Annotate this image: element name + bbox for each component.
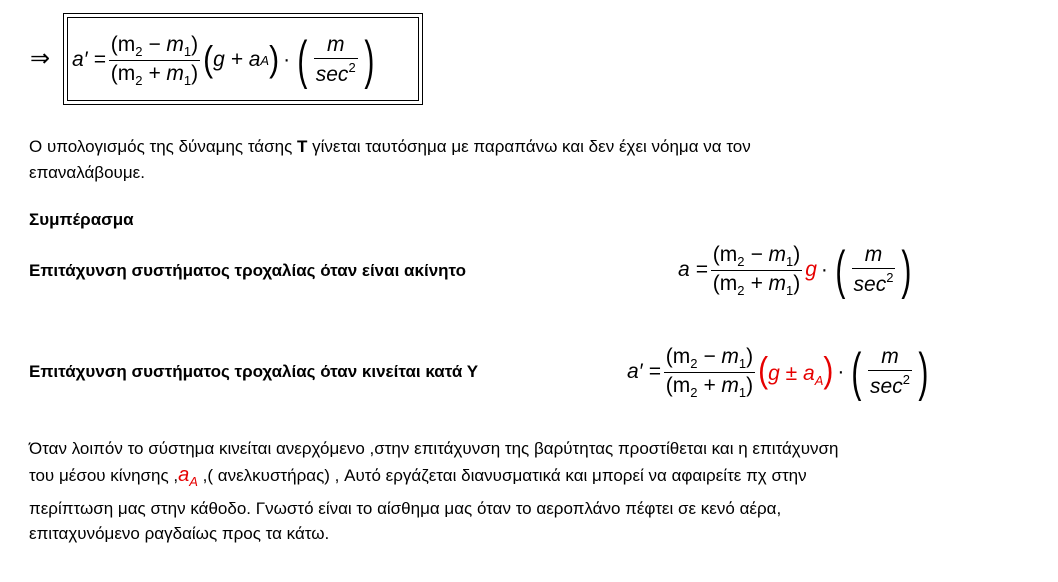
moving-pulley-label: Επιτάχυνση συστήματος τροχαλίας όταν κινείται κατά Υ: [29, 362, 479, 381]
unit-fraction: $\frac{m}{\sec^2}$: [853, 243, 894, 296]
fraction-numerator: $(m_2 - m_1)$: [110, 32, 199, 59]
paragraph-elevator-line1: Όταν λοιπόν το σύστημα κινείται ανερχόμενο ,στην επιτάχυνση της βαρύτητας προστίθεται και η επιτάχυνση: [29, 439, 839, 458]
boxed-formula: a′ = $\frac{(m_2 - m_1)}{(m_2 + m_1)}$ ( g + a A ) · ( $\frac{m}{\sec^2}$ ): [72, 30, 374, 90]
paragraph-elevator-line3: περίπτωση μας στην κάθοδο. Γνωστό είναι το αίσθημα μας όταν το αεροπλάνο πέφτει σε κενό αέρα,: [29, 499, 782, 518]
paragraph-elevator-line4: επιταχυνόμενο ραγδαίως προς τα κάτω.: [29, 524, 330, 543]
static-pulley-formula: a = $\frac{(m_2 - m_1)}{(m_2 + m_1)}$ g · ( $\frac{m}{\sec^2}$ ): [678, 240, 912, 300]
unit-fraction: $\frac{m}{\sec^2}$: [870, 345, 910, 398]
paragraph-elevator-line2: του μέσου κίνησης $,a_A$ ,( ανελκυστήρας) , Αυτό εργάζεται διανυσματικά και μπορεί να αφαιρείτε πχ στην: [29, 464, 807, 489]
accel-a-symbol: a: [178, 464, 190, 486]
unit-fraction: $\frac{m}{\sec^2}$: [315, 33, 356, 86]
mass-ratio-fraction: [109, 33, 200, 88]
static-pulley-label: Επιτάχυνση συστήματος τροχαλίας όταν είναι ακίνητο: [29, 261, 467, 280]
moving-pulley-formula: a′ = $\frac{(m_2 - m_1)}{(m_2 + m_1)}$ $(g \pm a_A)$ · ( $\frac{m}{\sec^2}$ ): [627, 342, 929, 402]
formula-lhs: a′ =: [72, 48, 106, 71]
mass-ratio-fraction: $\frac{(m_2 - m_1)}{(m_2 + m_1)}$: [665, 344, 754, 400]
gravity-plus-accel: g + a: [213, 48, 261, 71]
gravity-plusminus-accel: $(g \pm a_A)$: [758, 350, 834, 391]
gravity-term: g: [805, 258, 817, 281]
implies-arrow: ⇒: [30, 45, 51, 72]
conclusion-heading: Συμπέρασμα: [29, 210, 134, 229]
mass-ratio-fraction: $\frac{(m_2 - m_1)}{(m_2 + m_1)}$: [712, 242, 801, 298]
paragraph-tension: Ο υπολογισμός της δύναμης τάσης Τ γίνεται ταυτόσημα με παραπάνω και δεν έχει νόημα να τον: [29, 137, 751, 156]
fraction-denominator: $(m_2 + m_1)$: [110, 61, 199, 88]
paragraph-tension-line2: επαναλάβουμε.: [29, 163, 145, 182]
